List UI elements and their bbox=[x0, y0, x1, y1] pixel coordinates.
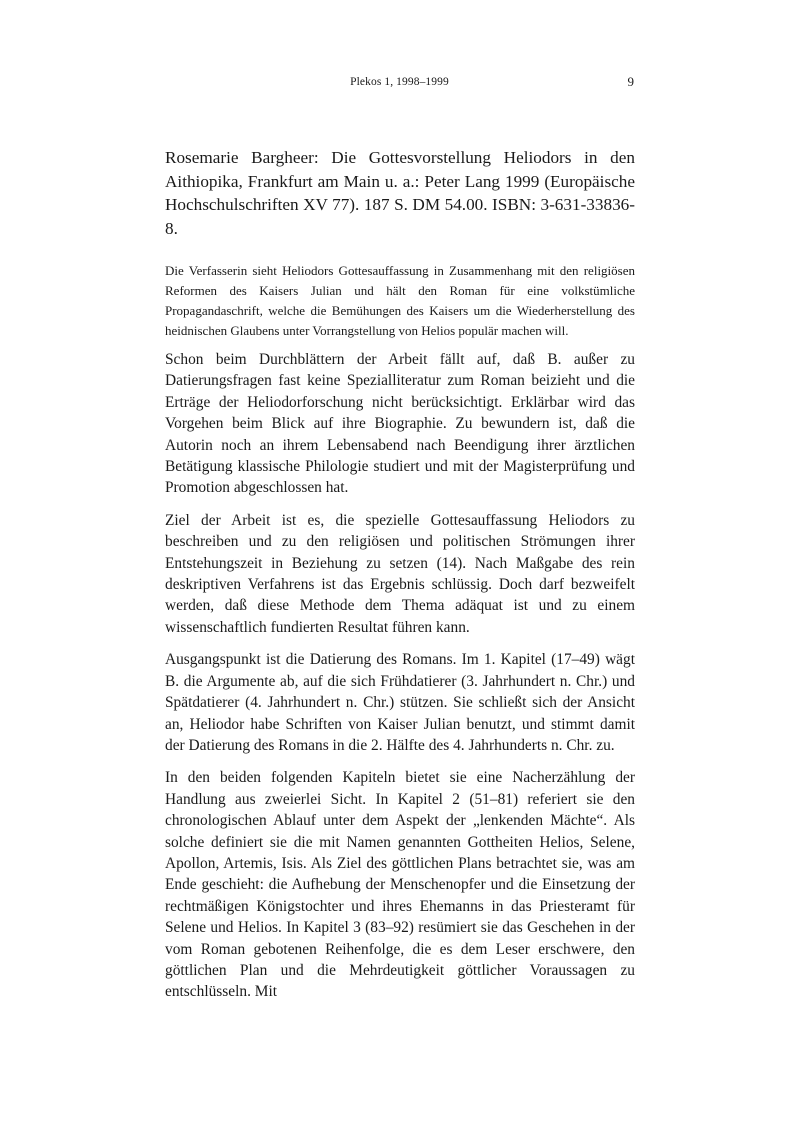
body-paragraph: In den beiden folgenden Kapiteln bietet sie eine Nacherzählung der Handlung aus zweierlei Sicht. In Kapitel 2 (51–81) referiert sie den chronologischen Ablauf unter dem Aspekt der „lenkenden Mächte“. Als solche definiert sie die mit Namen genannten Gottheiten Helios, Selene, Apollon, Artemis, Isis. Als Ziel des göttlichen Plans betrachtet sie, was am Ende geschieht: die Aufhebung der Menschenopfer und die Einsetzung der rechtmäßigen Königstochter und ihres Ehemanns in das Priesteramt für Selene und Helios. In Kapitel 3 (83–92) resümiert sie das Geschehen in der vom Roman gebotenen Reihenfolge, die es dem Leser erschwere, den göttlichen Plan und die Mehrdeutigkeit göttlicher Voraussagen zu entschlüsseln. Mit bbox=[165, 769, 635, 1001]
body-paragraph: Ausgangspunkt ist die Datierung des Romans. Im 1. Kapitel (17–49) wägt B. die Argumente ab, auf die sich Frühdatierer (3. Jahrhundert n. Chr.) und Spätdatierer (4. Jahrhundert n. Chr.) stützen. Sie schließt sich der Ansicht an, Heliodor habe Schriften von Kaiser Julian benutzt, und stimmt damit der Datierung des Romans in die 2. Hälfte des 4. Jahrhunderts n. Chr. zu. bbox=[165, 651, 635, 754]
body-paragraph: Ziel der Arbeit ist es, die spezielle Gottesauffassung Heliodors zu beschreiben und zu den religiösen und politischen Strömungen ihrer Entstehungszeit in Beziehung zu setzen (14). Nach Maßgabe des rein deskriptiven Verfahrens ist das Ergebnis schlüssig. Doch darf bezweifelt werden, daß diese Methode dem Thema adäquat ist und zu einem wissenschaftlich fundierten Resultat führen kann. bbox=[165, 511, 635, 636]
review-title: Rosemarie Bargheer: Die Gottesvorstellung Heliodors in den Aithiopika, Frankfurt am Main u. a.: Peter Lang 1999 (Europäische Hochschulschriften XV 77). 187 S. DM 54.00. ISBN: 3-631-33836-8. bbox=[165, 148, 635, 238]
review-summary: Die Verfasserin sieht Heliodors Gottesauffassung in Zusammenhang mit den religiösen Reformen des Kaisers Julian und hält den Roman für eine volkstümliche Propagandaschrift, welche die Bemühungen des Kaisers um die Wiederherstellung des heidnischen Glaubens unter Vorrangstellung von Helios populär machen will. bbox=[165, 263, 635, 338]
body-paragraph: Schon beim Durchblättern der Arbeit fällt auf, daß B. außer zu Datierungsfragen fast keine Spezialliteratur zum Roman beizieht und die Erträge der Heliodorforschung nicht berücksichtigt. Erklärbar wird das Vorgehen beim Blick auf ihre Biographie. Zu bewundern ist, daß die Autorin noch an ihrem Lebensabend nach Beendigung ihrer ärztlichen Betätigung klassische Philologie studiert und mit der Magisterprüfung und Promotion abgeschlossen hat. bbox=[165, 351, 635, 497]
running-head: Plekos 1, 1998–1999 bbox=[350, 76, 449, 88]
review-content bbox=[165, 146, 635, 1014]
page-number: 9 bbox=[627, 74, 634, 89]
page-header bbox=[0, 74, 799, 92]
